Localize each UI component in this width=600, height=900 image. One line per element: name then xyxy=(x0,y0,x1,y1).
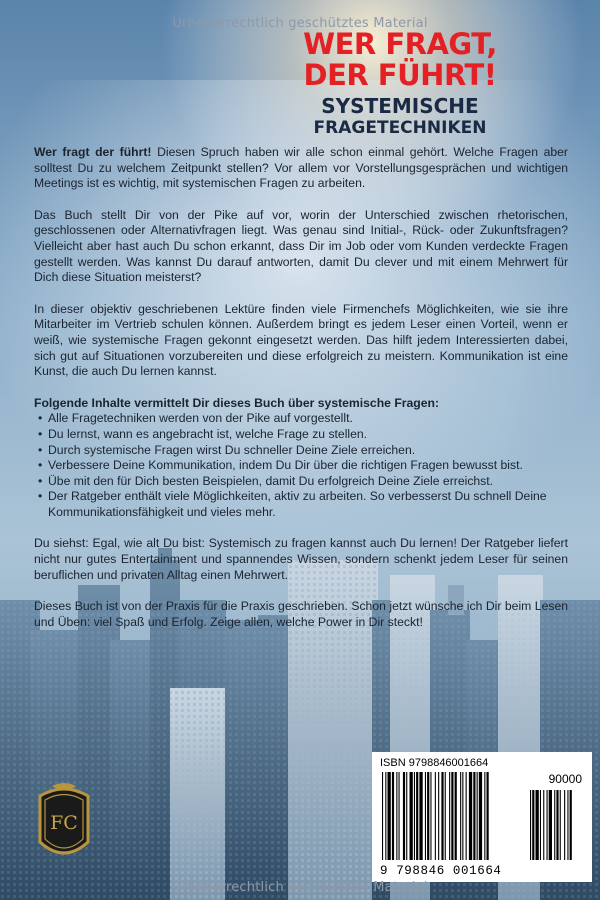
list-item: • Übe mit den für Dich besten Beispielen, damit Du erfolgreich Deine Ziele erreichst. xyxy=(34,474,568,490)
publisher-logo xyxy=(32,782,96,864)
isbn-label: ISBN 9798846001664 xyxy=(380,757,489,769)
list-item: • Alle Fragetechniken werden von der Pike auf vorgestellt. xyxy=(34,411,568,427)
paragraph-3: In dieser objektiv geschriebenen Lektüre finden viele Firmenchefs Möglichkeiten, wie sie ihre Mitarbeiter im Vertrieb schulen können. Außerdem bringt es jedem Leser einen Vorteil, wenn er weiß, wie systemische Fragen gekonnt eingesetzt werden. Das hilft jedem Interessierten dabei, sich gut auf Situationen vorzubereiten und diese erfolgreich zu meistern. Kommunikation ist eine Kunst, die auch Du lernen kannst. xyxy=(34,301,568,379)
intro-rest: Diesen Spruch haben wir alle schon einmal gehört. Welche Fragen aber solltest Du zu welchem Zeitpunkt stellen? Vor allem vor Vorstellungsgesprächen und wichtigen Meetings ist es wichtig, mit systemischen Fragen zu arbeiten. xyxy=(34,145,568,191)
list-item: • Durch systemische Fragen wirst Du schneller Deine Ziele erreichen. xyxy=(34,443,568,459)
paragraph-intro xyxy=(34,145,568,192)
subtitle-line-1: SYSTEMISCHE xyxy=(321,94,479,118)
paragraph-2: Das Buch stellt Dir von der Pike auf vor, worin der Unterschied zwischen rhetorischen, geschlossenen oder Alternativfragen liegt. Was genau sind Initial-, Rück- oder Zukunftsfragen? Vielleicht aber hast auch Du schon erkannt, dass Dir im Job oder vom Kunden verdeckte Fragen gestellt werden. Was kannst Du darauf antworten, damit Du clever und mit einem Mehrwert für Dich diese Situation meisterst? xyxy=(34,207,568,285)
title-line-2: DER FÜHRT! xyxy=(303,58,497,92)
blurb-text xyxy=(34,145,568,646)
copyright-watermark-bottom: Urheberrechtlich geschütztes Material xyxy=(172,880,428,895)
book-title xyxy=(200,27,600,138)
price-code: 90000 xyxy=(548,772,582,786)
paragraph-4: Du siehst: Egal, wie alt Du bist: Systemisch zu fragen kannst auch Du lernen! Der Ratgeber liefert nicht nur gutes Entertainment und spannendes Wissen, sondern schenkt jedem Leser für seinen beruflichen und privaten Alltag einen Mehrwert. xyxy=(34,536,568,582)
title-line-1: WER FRAGT, xyxy=(303,27,497,61)
subtitle-line-2: FRAGETECHNIKEN xyxy=(313,118,487,138)
list-item: • Verbessere Deine Kommunikation, indem Du Dir über die richtigen Fragen bewusst bist. xyxy=(34,458,568,474)
list-heading: Folgende Inhalte vermittelt Dir dieses Buch über systemische Fragen: xyxy=(34,395,440,410)
list-item: • Du lernst, wann es angebracht ist, welche Frage zu stellen. xyxy=(34,427,568,443)
barcode-bars xyxy=(372,752,592,882)
intro-bold: Wer fragt der führt! xyxy=(34,145,152,159)
isbn-number: 9 798846 001664 xyxy=(380,864,502,878)
logo-letters: FC xyxy=(50,812,78,834)
paragraph-5: Dieses Buch ist von der Praxis für die Praxis geschrieben. Schon jetzt wünsche ich Dir beim Lesen und Üben: viel Spaß und Erfolg. Zeige allen, welche Power in Dir steckt! xyxy=(34,599,568,629)
copyright-watermark-top: Urheberrechtlich geschütztes Material xyxy=(172,16,428,31)
isbn-barcode xyxy=(372,752,592,882)
list-item: • Der Ratgeber enthält viele Möglichkeiten, aktiv zu arbeiten. So verbesserst Du schnell Deine Kommunikationsfähigkeit und vieles mehr. xyxy=(34,489,568,520)
content-list xyxy=(34,411,568,520)
